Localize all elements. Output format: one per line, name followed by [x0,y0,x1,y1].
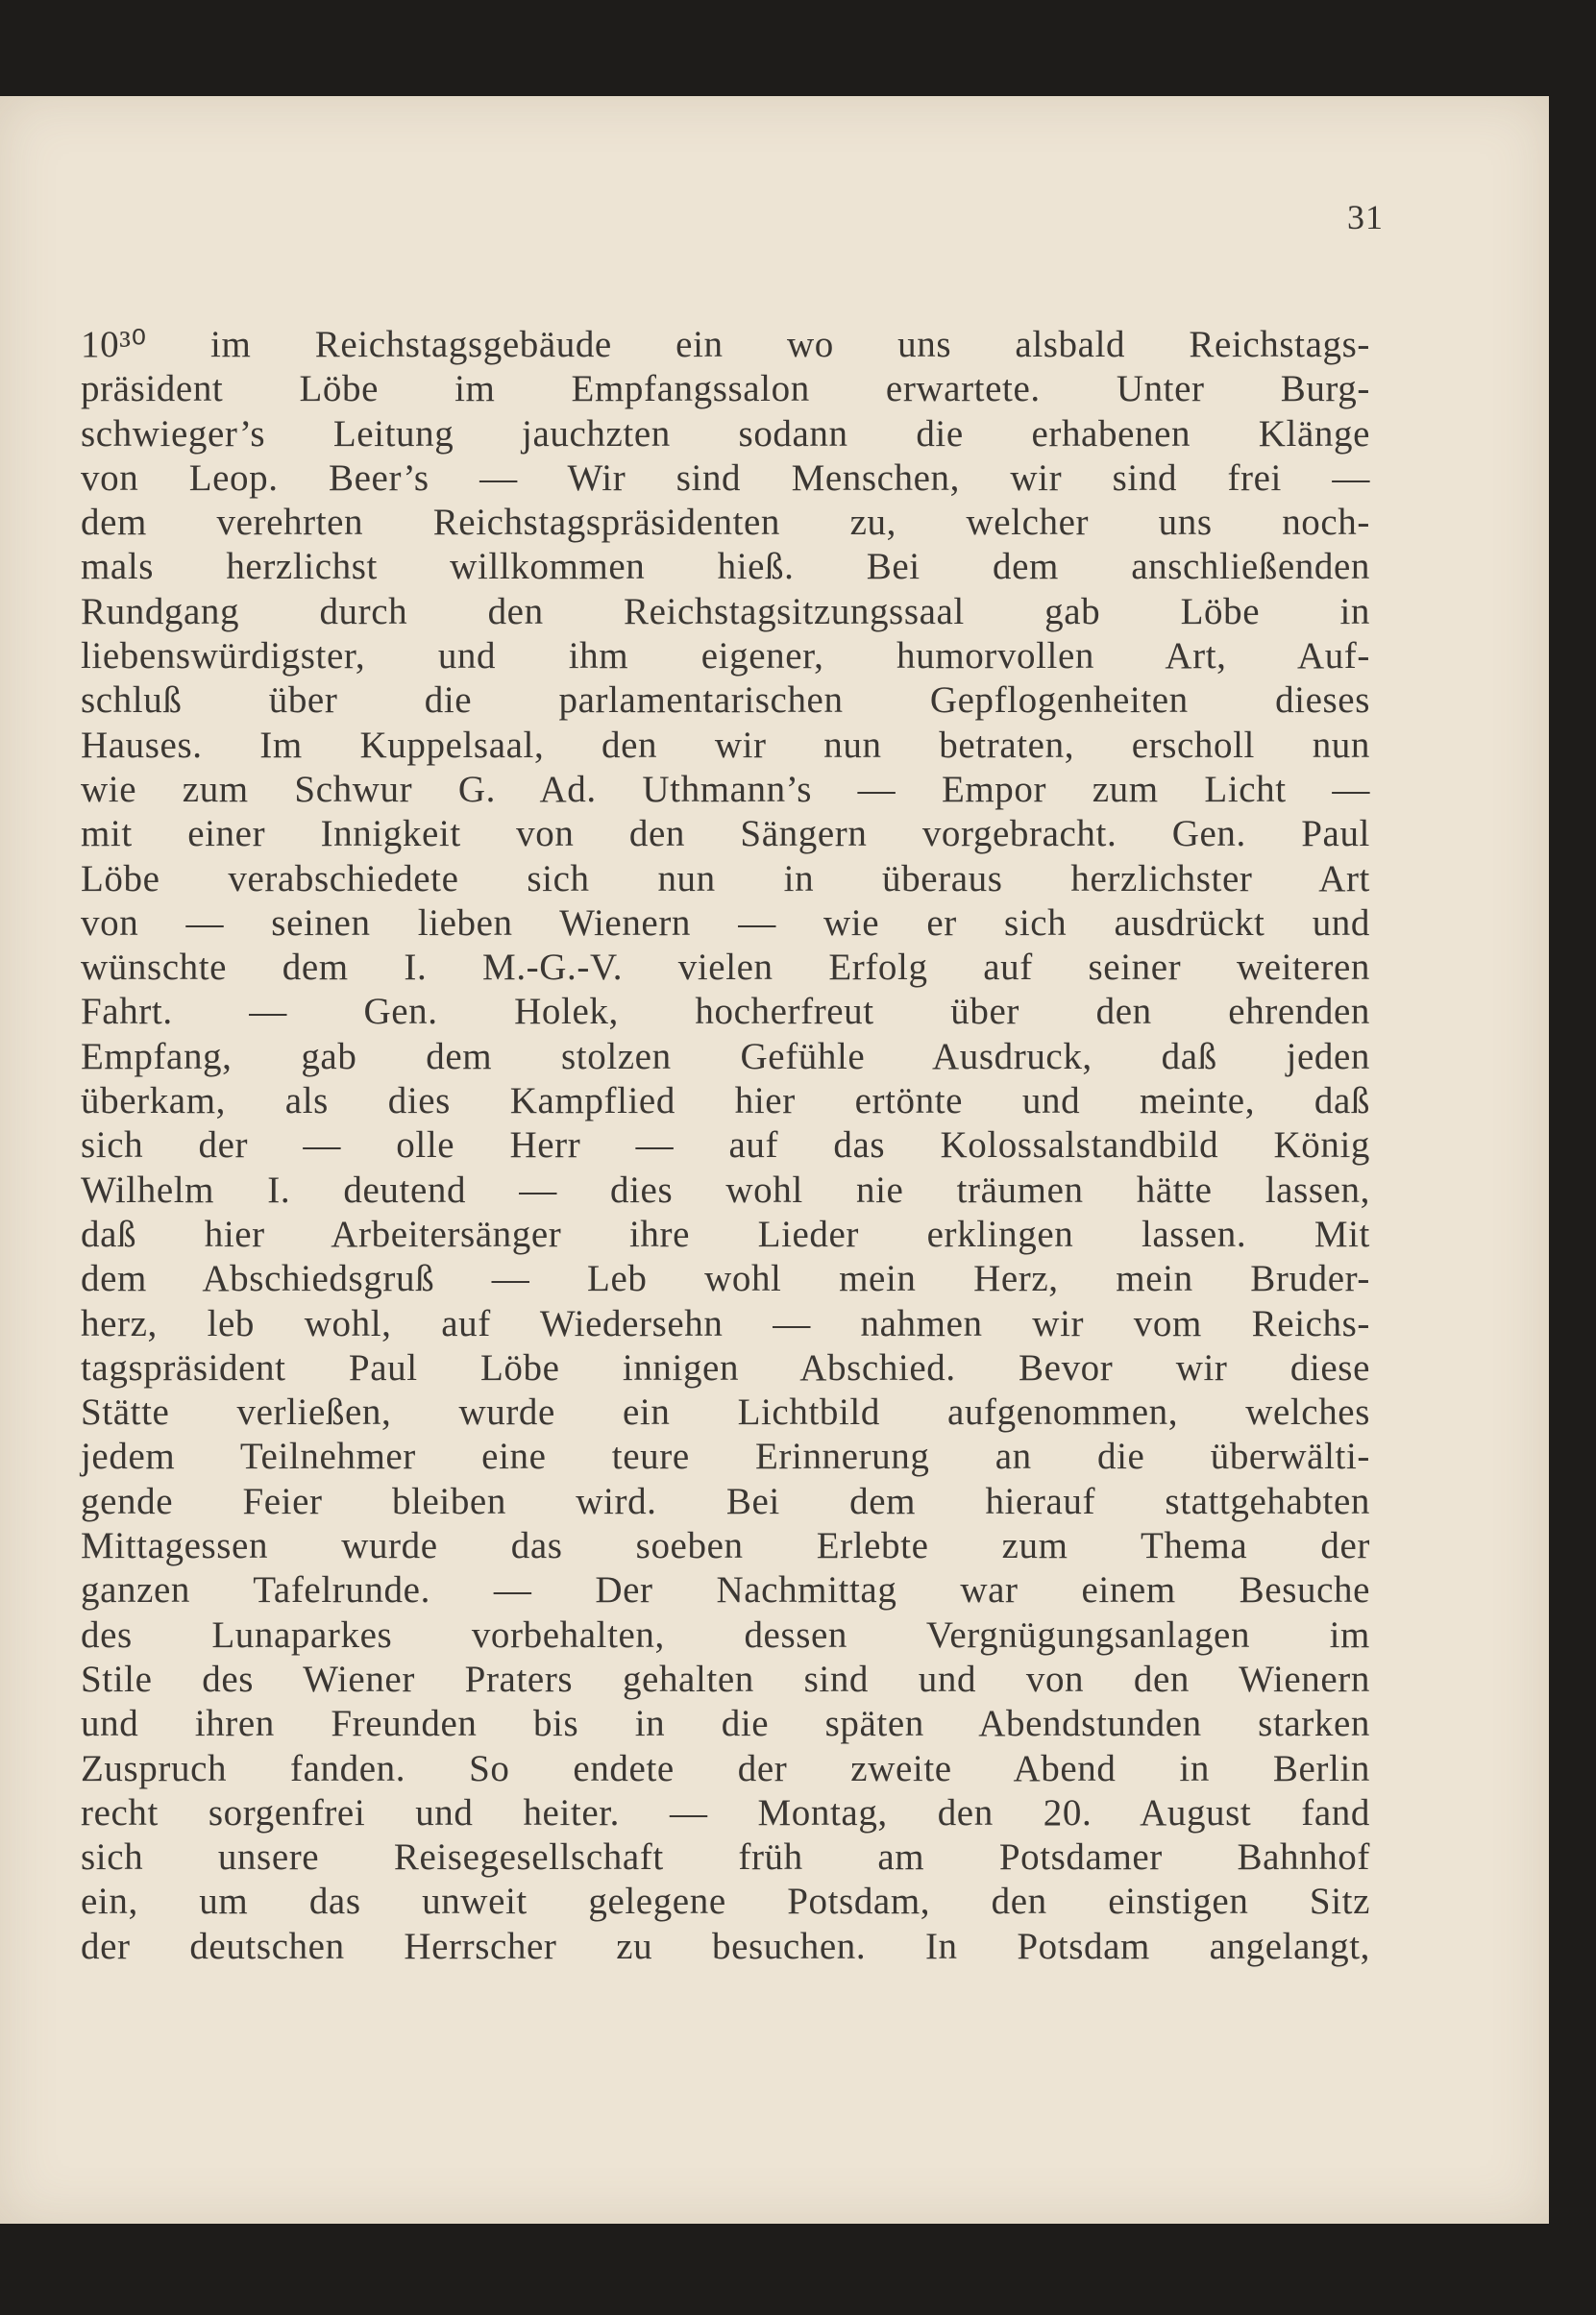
text-line: präsident Löbe im Empfangssalon erwartete. Unter Burg- [81,368,1370,410]
text-line: dem Abschiedsgruß — Leb wohl mein Herz, mein Bruder- [81,1258,1370,1300]
text-line: des Lunaparkes vorbehalten, dessen Vergnügungsanlagen im [81,1613,1370,1656]
text-line: recht sorgenfrei und heiter. — Montag, den 20. August fand [81,1791,1370,1834]
text-line: Empfang, gab dem stolzen Gefühle Ausdruck, daß jeden [81,1035,1370,1077]
text-line: liebenswürdigster, und ihm eigener, humorvollen Art, Auf- [81,635,1370,677]
text-line: der deutschen Herrscher zu besuchen. In Potsdam angelangt, [81,1925,1370,1967]
text-line: Hauses. Im Kuppelsaal, den wir nun betraten, erscholl nun [81,724,1370,766]
page-number: 31 [1347,198,1384,236]
text-line: Löbe verabschiedete sich nun in überaus herzlichster Art [81,857,1370,899]
body-text [81,323,1370,1969]
text-line: schluß über die parlamentarischen Gepflogenheiten dieses [81,679,1370,722]
text-line: daß hier Arbeitersänger ihre Lieder erklingen lassen. Mit [81,1213,1370,1255]
text-line: jedem Teilnehmer eine teure Erinnerung an die überwälti- [81,1436,1370,1478]
text-line: tagspräsident Paul Löbe innigen Abschied. Bevor wir diese [81,1346,1370,1389]
text-line: sich unsere Reisegesellschaft früh am Potsdamer Bahnhof [81,1836,1370,1879]
text-line: dem verehrten Reichstagspräsidenten zu, welcher uns noch- [81,502,1370,544]
text-line: mals herzlichst willkommen hieß. Bei dem anschließenden [81,546,1370,588]
text-line: sich der — olle Herr — auf das Kolossalstandbild König [81,1124,1370,1167]
text-line: wünschte dem I. M.-G.-V. vielen Erfolg auf seiner weiteren [81,947,1370,989]
text-line: überkam, als dies Kampflied hier ertönte und meinte, daß [81,1080,1370,1122]
text-line: 10³⁰ im Reichstagsgebäude ein wo uns alsbald Reichstags- [81,324,1370,365]
text-line: Zuspruch fanden. So endete der zweite Abend in Berlin [81,1747,1370,1789]
text-line: herz, leb wohl, auf Wiedersehn — nahmen wir vom Reichs- [81,1302,1370,1344]
text-line: mit einer Innigkeit von den Sängern vorgebracht. Gen. Paul [81,813,1370,855]
text-line: schwieger’s Leitung jauchzten sodann die erhabenen Klänge [81,412,1370,455]
text-line: Fahrt. — Gen. Holek, hocherfreut über den ehrenden [81,991,1370,1033]
text-line: und ihren Freunden bis in die späten Abendstunden starken [81,1703,1370,1745]
text-line: ein, um das unweit gelegene Potsdam, den einstigen Sitz [81,1881,1370,1923]
text-line: Stile des Wiener Praters gehalten sind und von den Wienern [81,1658,1370,1700]
text-line: von Leop. Beer’s — Wir sind Menschen, wir sind frei — [81,456,1370,499]
text-line: wie zum Schwur G. Ad. Uthmann’s — Empor zum Licht — [81,768,1370,810]
text-line: ganzen Tafelrunde. — Der Nachmittag war einem Besuche [81,1569,1370,1612]
text-line: Stätte verließen, wurde ein Lichtbild aufgenommen, welches [81,1391,1370,1434]
text-line: Wilhelm I. deutend — dies wohl nie träumen hätte lassen, [81,1169,1370,1211]
text-line: Mittagessen wurde das soeben Erlebte zum Thema der [81,1525,1370,1567]
text-line: von — seinen lieben Wienern — wie er sich ausdrückt und [81,901,1370,944]
text-line: Rundgang durch den Reichstagsitzungssaal gab Löbe in [81,590,1370,632]
text-line: gende Feier bleiben wird. Bei dem hierauf stattgehabten [81,1480,1370,1522]
